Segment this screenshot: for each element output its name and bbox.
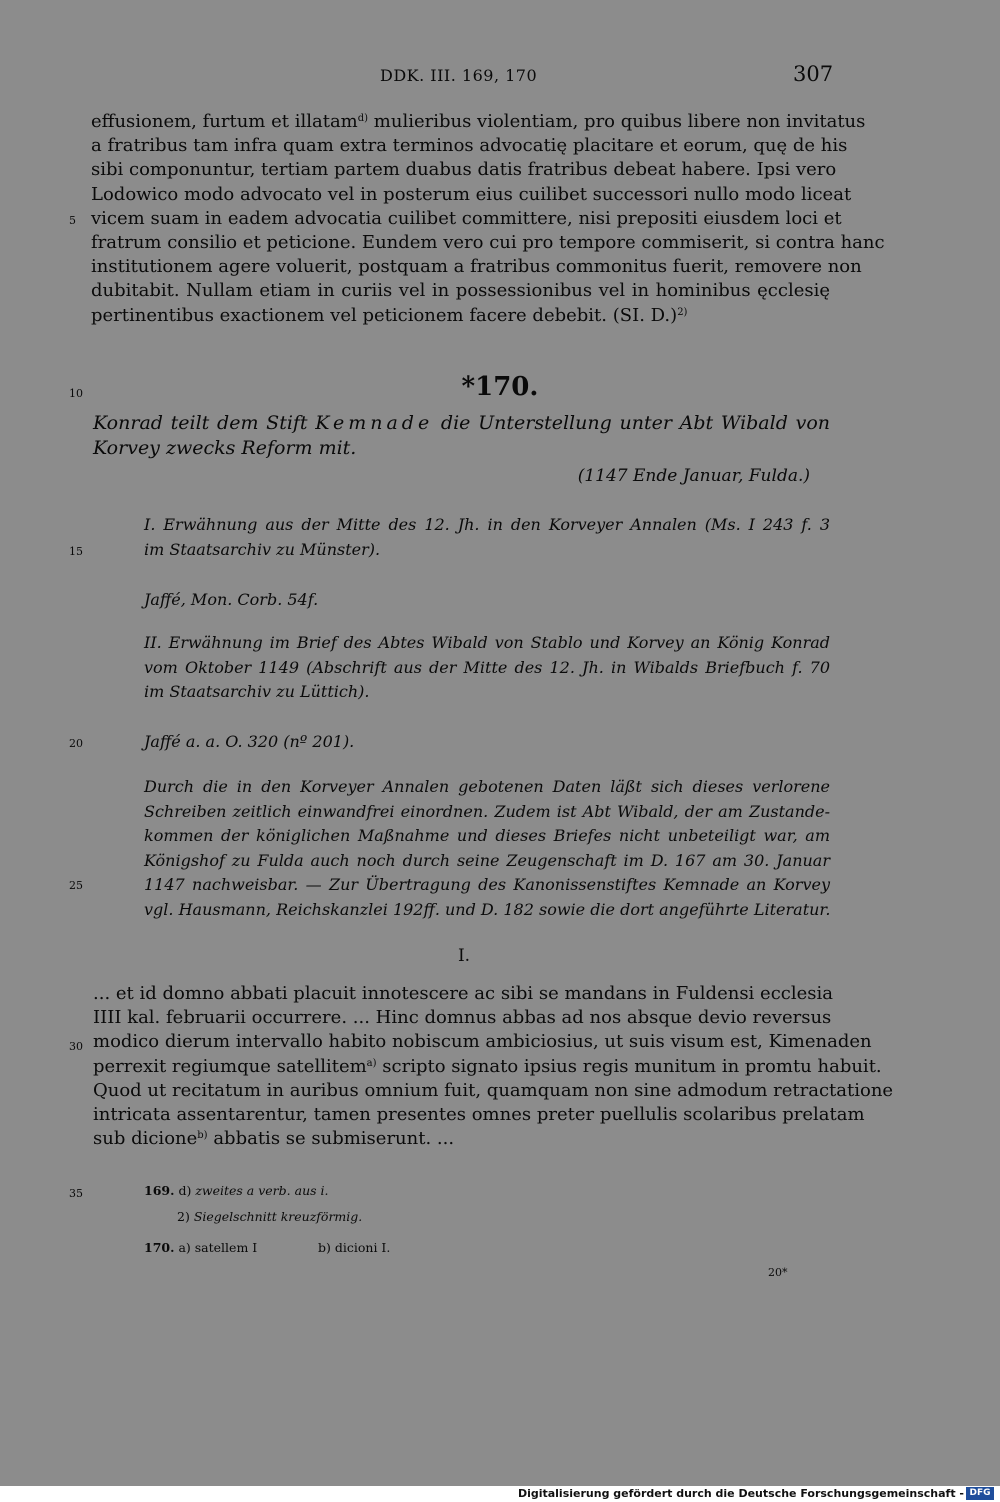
- edition-1: [144, 588, 830, 613]
- running-title: DDK. III. 169, 170: [380, 66, 538, 85]
- footnote-doc-number: 170.: [144, 1240, 175, 1255]
- text-line: IIII kal. februarii occurrere. ... Hinc domnus abbas ad nos absque devio reversus: [93, 1007, 832, 1029]
- text-line: 1147 nachweisbar. — Zur Übertragung des Kanonissenstiftes Kemnade an Korvey: [144, 875, 830, 894]
- text-line: effusionem, furtum et illatam$^{d)}$ mulieribus violentiam, pro quibus libere non invitatus: [91, 111, 866, 132]
- tradition-2: [144, 631, 830, 705]
- regest-line: Konrad teilt dem Stift Kemnade die Unterstellung unter Abt Wibald von: [93, 412, 831, 434]
- text-line: Durch die in den Korveyer Annalen gebotenen Daten läßt sich dieses verlorene: [144, 777, 830, 796]
- text-line: sibi componuntur, tertiam partem duabus datis fratribus debeat habere. Ipsi vero: [91, 159, 837, 181]
- date-place: (1147 Ende Januar, Fulda.): [577, 466, 810, 486]
- text-line: dubitabit. Nullam etiam in curiis vel in possessionibus vel in hominibus ęcclesię: [91, 280, 830, 302]
- regest: [93, 411, 830, 461]
- text-line: Quod ut recitatum in auribus omnium fuit, quamquam non sine admodum retractatione: [93, 1079, 894, 1101]
- text-line: perrexit regiumque satellitem$^{a)}$ scripto signato ipsius regis munitum in promtu habuit.: [93, 1055, 882, 1077]
- text-line: Jaffé a. a. O. 320 (nº 201).: [144, 732, 355, 751]
- section-heading: I.: [457, 946, 471, 966]
- document-page: DDK. III. 169, 170 307 5 10 15 20 25 30 35 effusionem, furtum et illatam$^{d)}$ mulieribus violentiam, pro quibus libere non invitatus a fratribus tam infra quam extra terminos advocatię placitare et eorum, quę de his sibi componuntur, tertiam partem duabus datis fratribus debeat habere. Ipsi vero Lodowico modo advocato vel in posterum eius cuilibet successori nullo modo liceat vicem suam in eadem advocatia cuilibet committere, nisi prepositi eiusdem loci et fratrum consilio et peticione. Eundem vero cui pro tempore commiserit, si contra hanc institutionem agere voluerit, postquam a fratribus commonitus fuerit, removere non dubitabit. Nullam etiam in curiis vel in possessionibus vel in hominibus ęcclesię pertinentibus exactionem vel peticionem facere debebit. (SI. D.)$^{2)}$ *170. Konrad teilt dem Stift Kemnade die Unterstellung unter Abt Wibald von Korvey zwecks Reform mit. (1147 Ende Januar, Fulda.) I. Erwähnung aus der Mitte des 12. Jh. in den Korveyer Annalen (Ms. I 243 f. 3 im Staatsarchiv zu Münster). Jaffé, Mon. Corb. 54f. II. Erwähnung im Brief des Abtes Wibald von Stablo und Korvey an König Konrad vom Oktober 1149 (Abschrift aus der Mitte des 12. Jh. in Wibalds Briefbuch f. 70 im Staatsarchiv zu Lüttich). Jaffé a. a. O. 320 (nº 201). Durch die in den Korveyer Annalen gebotenen Daten läßt sich dieses verlorene Schreiben zeitlich einwandfrei einordnen. Zudem ist Abt Wibald, der am Zustande- kommen der königlichen Maßnahme und dieses Briefes nicht unbeteiligt war, am Königshof zu Fulda auch noch durch seine Zeugenschaft im D. 167 am 30. Januar 1147 nachweisbar. — Zur Übertragung des Kanonissenstiftes Kemnade an Korvey vgl. Hausmann, Reichskanzlei 192ff. und D. 182 sowie die dort angeführte Literatur. I. ... et id domno abbati placuit innotescere ac sibi se mandans in Fuldensi ecclesia IIII kal. februarii occurrere. ... Hinc domnus abbas ad nos absque devio reversus modico dierum intervallo habito nobiscum ambiciosius, ut suis visum est, Kimenaden perrexit regiumque satellitem$^{a)}$ scripto signato ipsius regis munitum in promtu habuit. Quod ut recitatum in auribus omnium fuit, quamquam non sine admodum retractatione intricata assentarentur, tamen presentes omnes preter puellulis scolaribus prelatam sub dicione$^{b)}$ abbatis se submiserunt. ... 169. d) zweites a verb. aus i. 2) Siegelschnitt kreuzförmig. 170. a) satellem I b) dicioni I. 20*: [0, 0, 1000, 1486]
- text-line: pertinentibus exactionem vel peticionem facere debebit. (SI. D.)$^{2)}$: [91, 304, 688, 326]
- footnote-169-2: 2) Siegelschnitt kreuzförmig.: [177, 1209, 363, 1224]
- footnote-mark: b): [197, 1130, 208, 1142]
- page-header: [0, 62, 1000, 90]
- text-line: kommen der königlichen Maßnahme und dieses Briefes nicht unbeteiligt war, am: [144, 826, 830, 845]
- text-line: Lodowico modo advocato vel in posterum eius cuilibet successori nullo modo liceat: [91, 183, 852, 205]
- footnote-170-a: 170. a) satellem I: [144, 1240, 258, 1255]
- text-line: vgl. Hausmann, Reichskanzlei 192ff. und D. 182 sowie die dort angeführte Literatur.: [144, 899, 831, 919]
- text-line: im Staatsarchiv zu Münster).: [144, 539, 381, 559]
- d170-text: [93, 982, 894, 1151]
- dfg-logo-icon: DFG: [966, 1487, 994, 1500]
- text-line: Königshof zu Fulda auch noch durch seine Zeugenschaft im D. 167 am 30. Januar: [144, 850, 830, 870]
- text-line: sub dicione$^{b)}$ abbatis se submiserunt. ...: [93, 1128, 455, 1150]
- text-line: im Staatsarchiv zu Lüttich).: [144, 682, 370, 701]
- text-line: institutionem agere voluerit, postquam a fratribus commonitus fuerit, removere non: [91, 256, 862, 278]
- text-line: vicem suam in eadem advocatia cuilibet committere, nisi prepositi eiusdem loci et: [91, 207, 842, 229]
- footnote-mark: d): [357, 113, 369, 124]
- footnote-mark: a): [366, 1057, 377, 1069]
- text-line: a fratribus tam infra quam extra terminos advocatię placitare et eorum, quę de his: [91, 135, 848, 157]
- tradition-1: [144, 513, 830, 562]
- text-line: vom Oktober 1149 (Abschrift aus der Mitte des 12. Jh. in Wibalds Briefbuch f. 70: [144, 657, 830, 677]
- text-line: ... et id domno abbati placuit innotescere ac sibi se mandans in Fuldensi ecclesia: [93, 983, 833, 1004]
- document-number: *170.: [461, 372, 539, 402]
- d169-text: [91, 110, 885, 328]
- footnote-mark: 2): [677, 306, 688, 318]
- footnote-doc-number: 169.: [144, 1183, 175, 1198]
- text-line: Jaffé, Mon. Corb. 54f.: [144, 590, 319, 609]
- edition-2: [144, 730, 830, 755]
- footer-bar: [0, 1486, 1000, 1502]
- page-number: 307: [793, 62, 834, 86]
- printer-signature: 20*: [768, 1266, 788, 1279]
- text-line: modico dierum intervallo habito nobiscum ambiciosius, ut suis visum est, Kimenaden: [93, 1031, 872, 1053]
- footnote-170-b: b) dicioni I.: [318, 1240, 391, 1255]
- text-line: intricata assentarentur, tamen presentes omnes preter puellulis scolaribus prelatam: [93, 1103, 865, 1125]
- regest-line: Korvey zwecks Reform mit.: [93, 437, 357, 459]
- text-line: II. Erwähnung im Brief des Abtes Wibald von Stablo und Korvey an König Konrad: [144, 633, 830, 652]
- place-name: Kemnade: [315, 412, 434, 434]
- text-line: I. Erwähnung aus der Mitte des 12. Jh. in den Korveyer Annalen (Ms. I 243 f. 3: [144, 515, 830, 534]
- funding-credit: Digitalisierung gefördert durch die Deutsche Forschungsgemeinschaft -: [517, 1487, 964, 1500]
- text-line: Schreiben zeitlich einwandfrei einordnen. Zudem ist Abt Wibald, der am Zustande-: [144, 801, 830, 821]
- text-line: fratrum consilio et peticione. Eundem vero cui pro tempore commiserit, si contra hanc: [91, 231, 885, 253]
- commentary: [144, 775, 830, 922]
- footnote-169-d: 169. d) zweites a verb. aus i.: [144, 1183, 329, 1198]
